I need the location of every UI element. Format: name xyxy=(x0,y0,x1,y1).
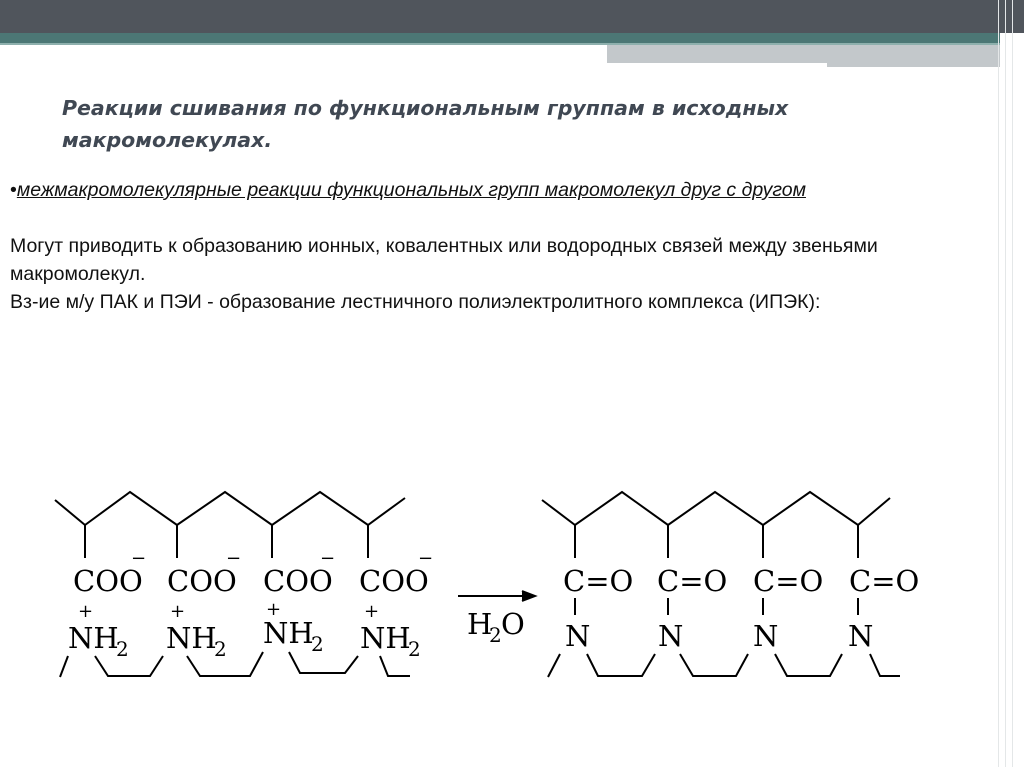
positive-charge: + xyxy=(266,599,282,620)
carboxylate-group: COO xyxy=(263,564,333,598)
amide-nitrogen: N xyxy=(658,619,684,653)
header-decor-bar-small xyxy=(827,63,1000,67)
carbonyl-group: C=O xyxy=(563,564,634,598)
subscript: 2 xyxy=(408,637,421,661)
subscript: 2 xyxy=(116,637,129,661)
ammonium-group: NH xyxy=(263,616,314,650)
slide-title: Реакции сшивания по функциональным группам в исходных макромолекулах. xyxy=(62,96,789,152)
carboxylate-group: COO xyxy=(73,564,143,598)
amide-nitrogen: N xyxy=(565,619,591,653)
svg-text:2: 2 xyxy=(489,623,502,647)
svg-text:O: O xyxy=(501,607,525,641)
carbonyl-group: C=O xyxy=(849,564,920,598)
header-band xyxy=(0,0,1024,33)
header-accent-band xyxy=(0,33,1000,43)
subscript: 2 xyxy=(311,632,324,656)
right-product xyxy=(563,564,919,653)
carboxylate-group: COO xyxy=(167,564,237,598)
negative-charge: − xyxy=(418,548,434,569)
positive-charge: + xyxy=(78,601,94,622)
carboxylate-group: COO xyxy=(359,564,429,598)
ammonium-group: NH xyxy=(68,621,119,655)
bullet-item xyxy=(10,176,1000,204)
paragraph-bonds: Могут приводить к образованию ионных, ковалентных или водородных связей между звеньями макромолекул. xyxy=(10,235,878,285)
subscript: 2 xyxy=(214,637,227,661)
bullet-marker: • xyxy=(10,179,17,201)
positive-charge: + xyxy=(170,601,186,622)
page-edge-decor xyxy=(996,0,1024,767)
slide-body xyxy=(10,176,1000,316)
positive-charge: + xyxy=(364,601,380,622)
negative-charge: − xyxy=(226,548,242,569)
amide-nitrogen: N xyxy=(753,619,779,653)
negative-charge: − xyxy=(131,548,147,569)
ammonium-group: NH xyxy=(166,621,217,655)
ammonium-group: NH xyxy=(360,621,411,655)
arrow-label xyxy=(467,607,525,647)
negative-charge: − xyxy=(320,548,336,569)
carbonyl-group: C=O xyxy=(657,564,728,598)
amide-nitrogen: N xyxy=(848,619,874,653)
carbonyl-group: C=O xyxy=(753,564,824,598)
bullet-text: межмакромолекулярные реакции функциональных групп макромолекул друг с другом xyxy=(16,179,806,201)
header-decor-bar xyxy=(607,45,1000,63)
svg-text:H: H xyxy=(467,607,493,641)
reaction-diagram xyxy=(30,480,970,700)
paragraph-complex: Вз-ие м/у ПАК и ПЭИ - образование лестничного полиэлектролитного комплекса (ИПЭК): xyxy=(10,291,821,313)
